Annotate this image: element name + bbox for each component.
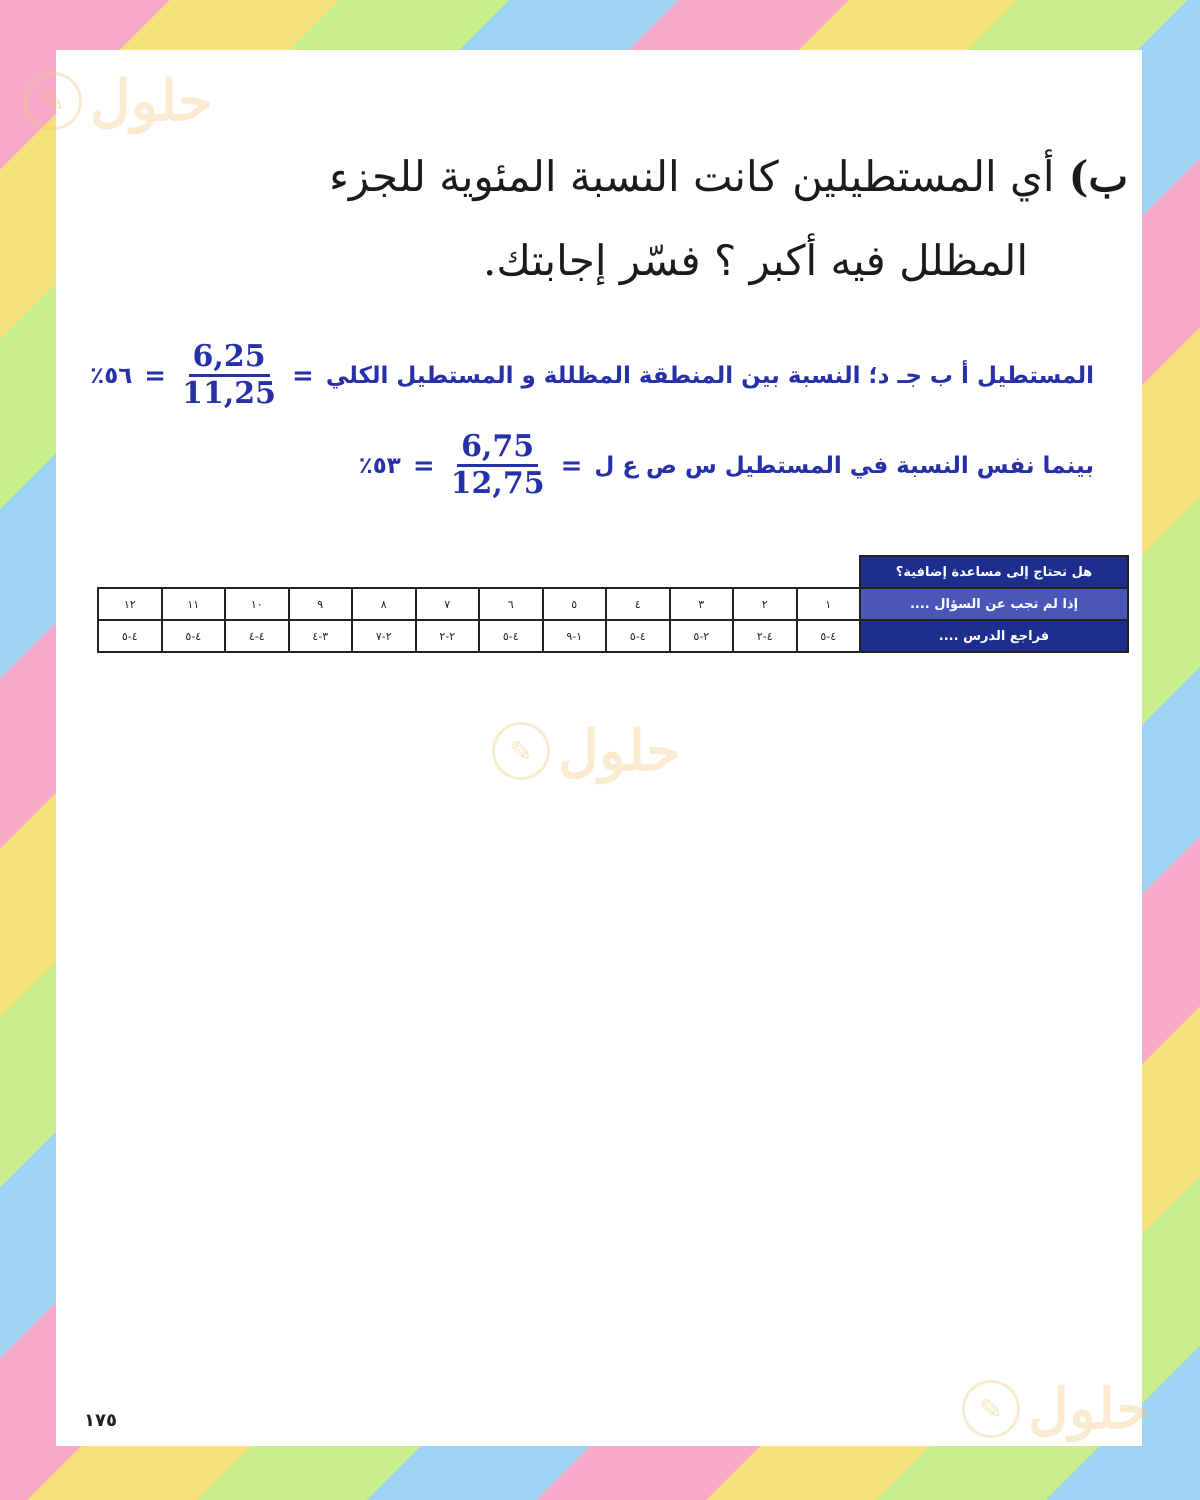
fraction-2: [447, 430, 549, 501]
question-number-cell: ١٢: [98, 588, 162, 620]
question-number-cell: ٤: [606, 588, 670, 620]
question-number-cell: ٥: [543, 588, 607, 620]
equals-sign: =: [292, 360, 314, 391]
question-number-cell: ١١: [162, 588, 226, 620]
equals-sign: =: [560, 450, 583, 481]
question-text: [168, 135, 1128, 303]
watermark-text: حلول: [1028, 1376, 1151, 1442]
answer-line-2-text: بينما نفس النسبة في المستطيل س ص ع ل: [594, 452, 1094, 479]
lesson-cell: ٢-٢: [416, 620, 480, 652]
help-table-question-row: [98, 588, 1128, 620]
lesson-cell: ٤-٥: [479, 620, 543, 652]
question-line-1: أي المستطيلين كانت النسبة المئوية للجزء: [329, 152, 1055, 201]
help-table: [97, 555, 1129, 653]
equals-sign: =: [144, 360, 167, 391]
fraction-1: [178, 340, 280, 411]
result-2: ٥٣٪: [358, 452, 401, 479]
lesson-cell: ٤-٤: [225, 620, 289, 652]
answer-line-1: [90, 340, 1094, 411]
fraction-2-denominator: 12,75: [450, 466, 545, 501]
watermark-text: حلول: [90, 68, 213, 134]
result-1: ٥٦٪: [90, 362, 133, 389]
help-table-review-row: [98, 620, 1128, 652]
question-number-cell: ٧: [416, 588, 480, 620]
fraction-1-numerator: 6,25: [189, 340, 270, 377]
watermark-text: حلول: [558, 718, 681, 784]
question-number-cell: ٨: [352, 588, 416, 620]
answer-line-1-text: المستطيل أ ب جـ د؛ النسبة بين المنطقة المظللة و المستطيل الكلي: [325, 362, 1094, 389]
question-number-cell: ١: [797, 588, 861, 620]
help-table-question-label: إذا لم تجب عن السؤال ....: [860, 588, 1128, 620]
answer-line-2: [359, 430, 1094, 501]
question-line-2: المظلل فيه أكبر ؟ فسّر إجابتك.: [483, 236, 1028, 285]
question-number-cell: ٦: [479, 588, 543, 620]
book-icon: ✎: [962, 1380, 1020, 1438]
lesson-cell: ٤-٥: [797, 620, 861, 652]
lesson-cell: ٤-٥: [606, 620, 670, 652]
watermark-logo-top: [24, 68, 213, 134]
book-icon: ✎: [24, 72, 82, 130]
question-number-cell: ٣: [670, 588, 734, 620]
watermark-logo-middle: [492, 718, 681, 784]
question-label: ب): [1068, 152, 1128, 201]
lesson-cell: ١-٩: [543, 620, 607, 652]
fraction-2-numerator: 6,75: [457, 430, 538, 467]
lesson-cell: ٢-٥: [670, 620, 734, 652]
lesson-cell: ٤-٢: [733, 620, 797, 652]
lesson-cell: ٢-٧: [352, 620, 416, 652]
lesson-cell: ٤-٥: [162, 620, 226, 652]
equals-sign: =: [412, 450, 435, 481]
watermark-logo-bottom: [962, 1376, 1151, 1442]
help-table-title: هل تحتاج إلى مساعدة إضافية؟: [860, 556, 1128, 588]
fraction-1-denominator: 11,25: [182, 376, 277, 411]
question-number-cell: ٩: [289, 588, 353, 620]
help-table-review-label: فراجع الدرس ....: [860, 620, 1128, 652]
lesson-cell: ٤-٥: [98, 620, 162, 652]
lesson-cell: ٣-٤: [289, 620, 353, 652]
page-number: ١٧٥: [84, 1410, 117, 1431]
help-table-title-row: [98, 556, 1128, 588]
book-icon: ✎: [492, 722, 550, 780]
question-number-cell: ١٠: [225, 588, 289, 620]
question-number-cell: ٢: [733, 588, 797, 620]
